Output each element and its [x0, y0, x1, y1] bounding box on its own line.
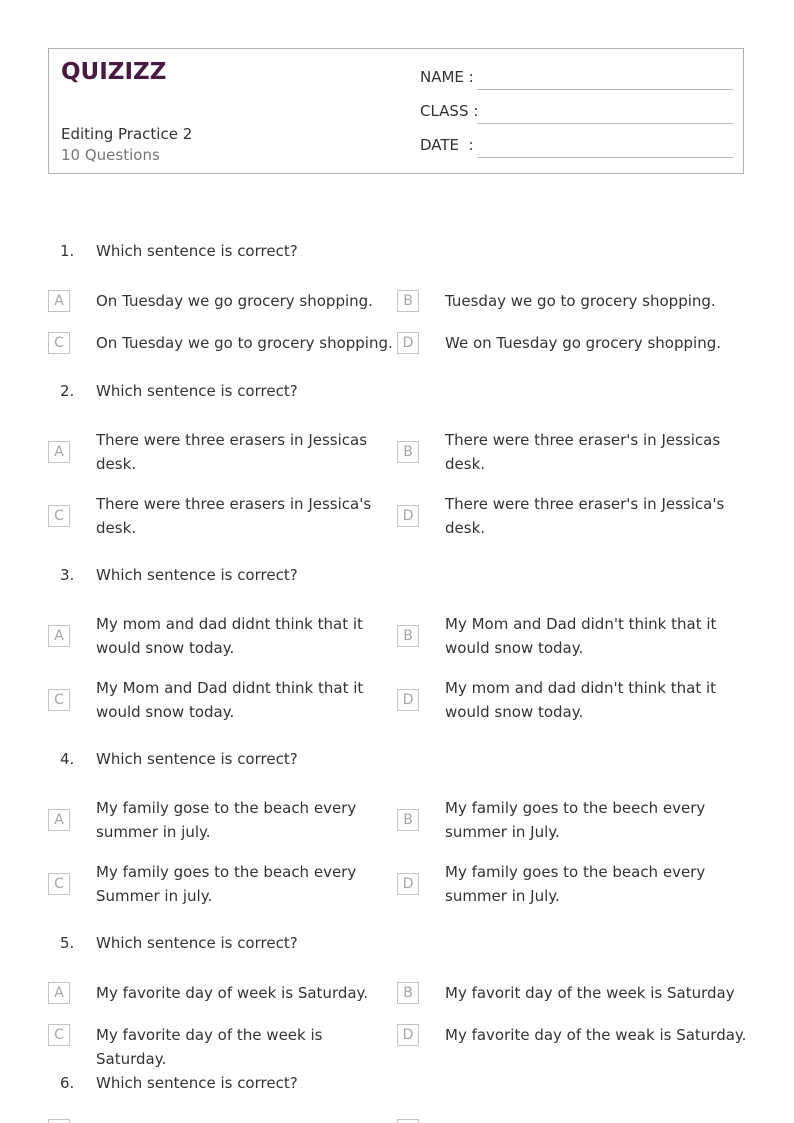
date-label: DATE :	[420, 136, 474, 154]
option-a-box[interactable]: A	[48, 625, 70, 647]
class-label: CLASS :	[420, 102, 479, 120]
option-b-text: My Mom and Dad didn't think that it would snow today.	[445, 615, 717, 657]
option-a-box[interactable]: A	[48, 809, 70, 831]
option-c-box[interactable]: C	[48, 505, 70, 527]
question-number: 6.	[60, 1074, 75, 1092]
option-d-text: My mom and dad didn't think that it would snow today.	[445, 679, 717, 721]
option-c-text: On Tuesday we go to grocery shopping.	[96, 334, 393, 352]
question-count: 10 Questions	[61, 146, 160, 164]
question-number: 5.	[60, 934, 75, 952]
option-c-box[interactable]: C	[48, 332, 70, 354]
option-b-text: My family goes to the beech every summer in July.	[445, 799, 706, 841]
option-b-box[interactable]: B	[397, 441, 419, 463]
option-d-text: My family goes to the beach every summer in July.	[445, 863, 706, 905]
option-b-box[interactable]: B	[397, 290, 419, 312]
quizizz-logo: QUIZIZZ	[61, 59, 167, 85]
option-b-box[interactable]	[397, 1119, 419, 1123]
option-c-text: My Mom and Dad didnt think that it would snow today.	[96, 679, 364, 721]
option-d-text: We on Tuesday go grocery shopping.	[445, 334, 721, 352]
question-number: 1.	[60, 242, 75, 260]
option-d-box[interactable]: D	[397, 332, 419, 354]
option-a-text: My favorite day of week is Saturday.	[96, 984, 369, 1002]
option-a-text: My family gose to the beach every summer in july.	[96, 799, 357, 841]
option-c-box[interactable]: C	[48, 873, 70, 895]
option-c-box[interactable]: C	[48, 689, 70, 711]
option-c-text: My family goes to the beach every Summer in july.	[96, 863, 357, 905]
option-a-box[interactable]: A	[48, 441, 70, 463]
question-text: Which sentence is correct?	[96, 1074, 298, 1092]
option-d-box[interactable]: D	[397, 873, 419, 895]
option-d-box[interactable]: D	[397, 505, 419, 527]
question-number: 3.	[60, 566, 75, 584]
question-text: Which sentence is correct?	[96, 382, 298, 400]
date-line	[477, 157, 733, 158]
option-a-text: My mom and dad didnt think that it would snow today.	[96, 615, 363, 657]
option-b-box[interactable]: B	[397, 982, 419, 1004]
question-number: 2.	[60, 382, 75, 400]
option-b-text: There were three eraser's in Jessicas desk.	[445, 431, 721, 473]
option-a-box[interactable]	[48, 1119, 70, 1123]
name-label: NAME :	[420, 68, 474, 86]
option-c-text: My favorite day of the week is Saturday.	[96, 1026, 323, 1068]
option-a-text: There were three erasers in Jessicas desk.	[96, 431, 368, 473]
question-text: Which sentence is correct?	[96, 242, 298, 260]
option-d-box[interactable]: D	[397, 1024, 419, 1046]
worksheet-title: Editing Practice 2	[61, 125, 193, 143]
question-text: Which sentence is correct?	[96, 750, 298, 768]
question-number: 4.	[60, 750, 75, 768]
option-a-box[interactable]: A	[48, 290, 70, 312]
option-d-box[interactable]: D	[397, 689, 419, 711]
option-d-text: My favorite day of the weak is Saturday.	[445, 1026, 747, 1044]
worksheet-header	[48, 48, 744, 174]
option-a-text: On Tuesday we go grocery shopping.	[96, 292, 373, 310]
option-b-text: My favorit day of the week is Saturday	[445, 984, 735, 1002]
name-line	[477, 89, 733, 90]
question-text: Which sentence is correct?	[96, 566, 298, 584]
option-d-text: There were three eraser's in Jessica's desk.	[445, 495, 725, 537]
question-text: Which sentence is correct?	[96, 934, 298, 952]
option-c-text: There were three erasers in Jessica's desk.	[96, 495, 372, 537]
option-b-box[interactable]: B	[397, 625, 419, 647]
option-a-box[interactable]: A	[48, 982, 70, 1004]
option-b-box[interactable]: B	[397, 809, 419, 831]
option-c-box[interactable]: C	[48, 1024, 70, 1046]
option-b-text: Tuesday we go to grocery shopping.	[445, 292, 716, 310]
class-line	[477, 123, 733, 124]
